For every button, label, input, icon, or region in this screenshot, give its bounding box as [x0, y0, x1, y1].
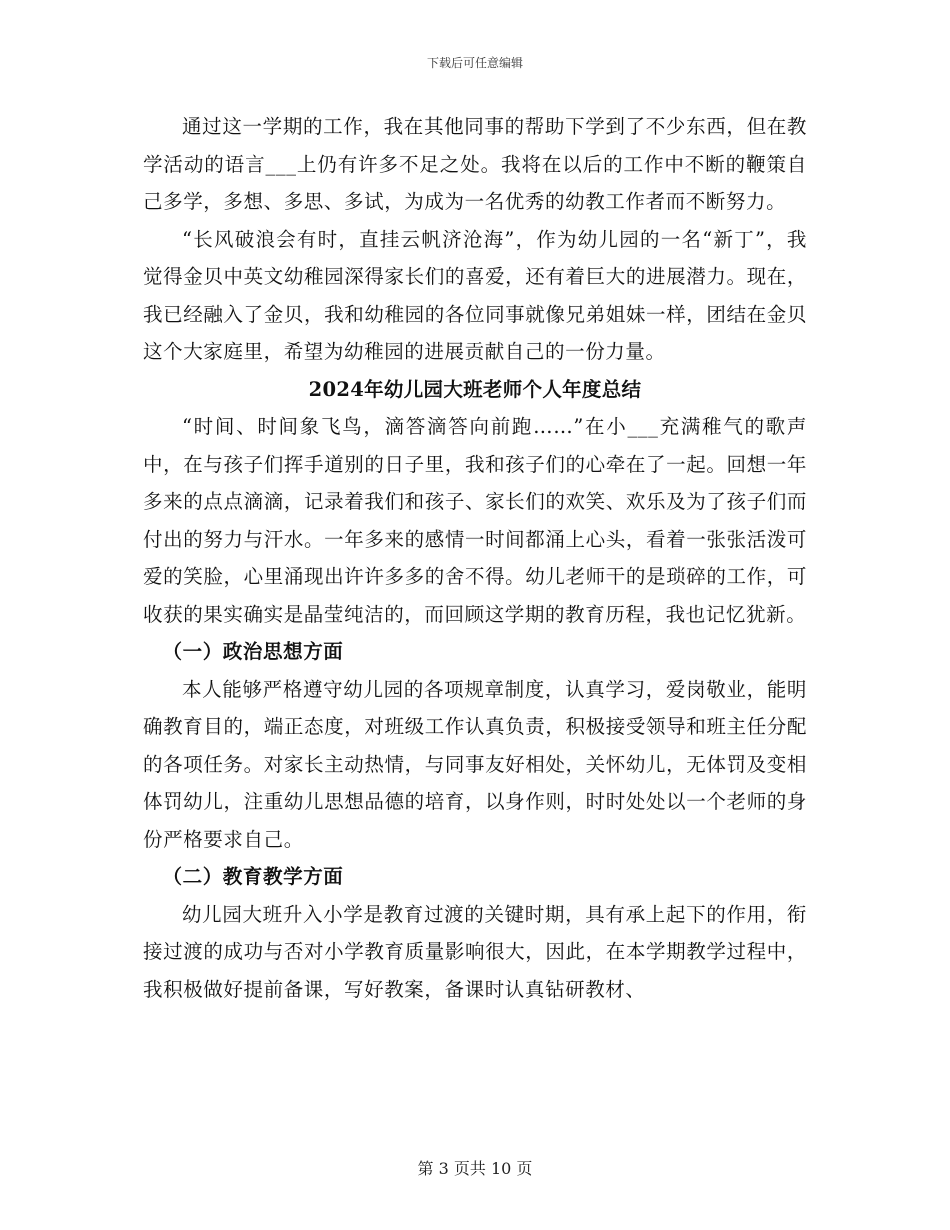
- document-body: [143, 108, 807, 1008]
- paragraph-learning: 通过这一学期的工作，我在其他同事的帮助下学到了不少东西，但在教学活动的语言___上仍有许多不足之处。我将在以后的工作中不断的鞭策自己多学，多想、多思、多试，为成为一名优秀的幼教工作者而不断努力。: [143, 115, 807, 213]
- subsection-heading-political: （一）政治思想方面: [162, 640, 344, 663]
- subsection-heading-teaching: （二）教育教学方面: [162, 865, 344, 888]
- paragraph-political: 本人能够严格遵守幼儿园的各项规章制度，认真学习，爱岗敬业，能明确教育目的，端正态度，对班级工作认真负责，积极接受领导和班主任分配的各项任务。对家长主动热情，与同事友好相处，关怀幼儿，无体罚及变相体罚幼儿，注重幼儿思想品德的培育，以身作则，时时处处以一个老师的身份严格要求自己。: [143, 677, 807, 851]
- paragraph-aspiration: “长风破浪会有时，直挂云帆济沧海”，作为幼儿园的一名“新丁”，我觉得金贝中英文幼稚园深得家长们的喜爱，还有着巨大的进展潜力。现在，我已经融入了金贝，我和幼稚园的各位同事就像兄弟姐妹一样，团结在金贝这个大家庭里，希望为幼稚园的进展贡献自己的一份力量。: [143, 227, 807, 363]
- paragraph-intro: “时间、时间象飞鸟，滴答滴答向前跑……”在小___充满稚气的歌声中，在与孩子们挥手道别的日子里，我和孩子们的心牵在了一起。回想一年多来的点点滴滴，记录着我们和孩子、家长们的欢笑、欢乐及为了孩子们而付出的努力与汗水。一年多来的感情一时间都涌上心头，看着一张张活泼可爱的笑脸，心里涌现出许许多多的舍不得。幼儿老师干的是琐碎的工作，可收获的果实确实是晶莹纯洁的，而回顾这学期的教育历程，我也记忆犹新。: [143, 415, 807, 626]
- paragraph-teaching: 幼儿园大班升入小学是教育过渡的关键时期，具有承上起下的作用，衔接过渡的成功与否对小学教育质量影响很大，因此，在本学期教学过程中，我积极做好提前备课，写好教案，备课时认真钻研教材、: [143, 902, 807, 1001]
- header-note: 下载后可任意编辑: [426, 56, 523, 70]
- page-number: 第 3 页共 10 页: [417, 1159, 533, 1178]
- section-title: 2024年幼儿园大班老师个人年度总结: [308, 377, 642, 401]
